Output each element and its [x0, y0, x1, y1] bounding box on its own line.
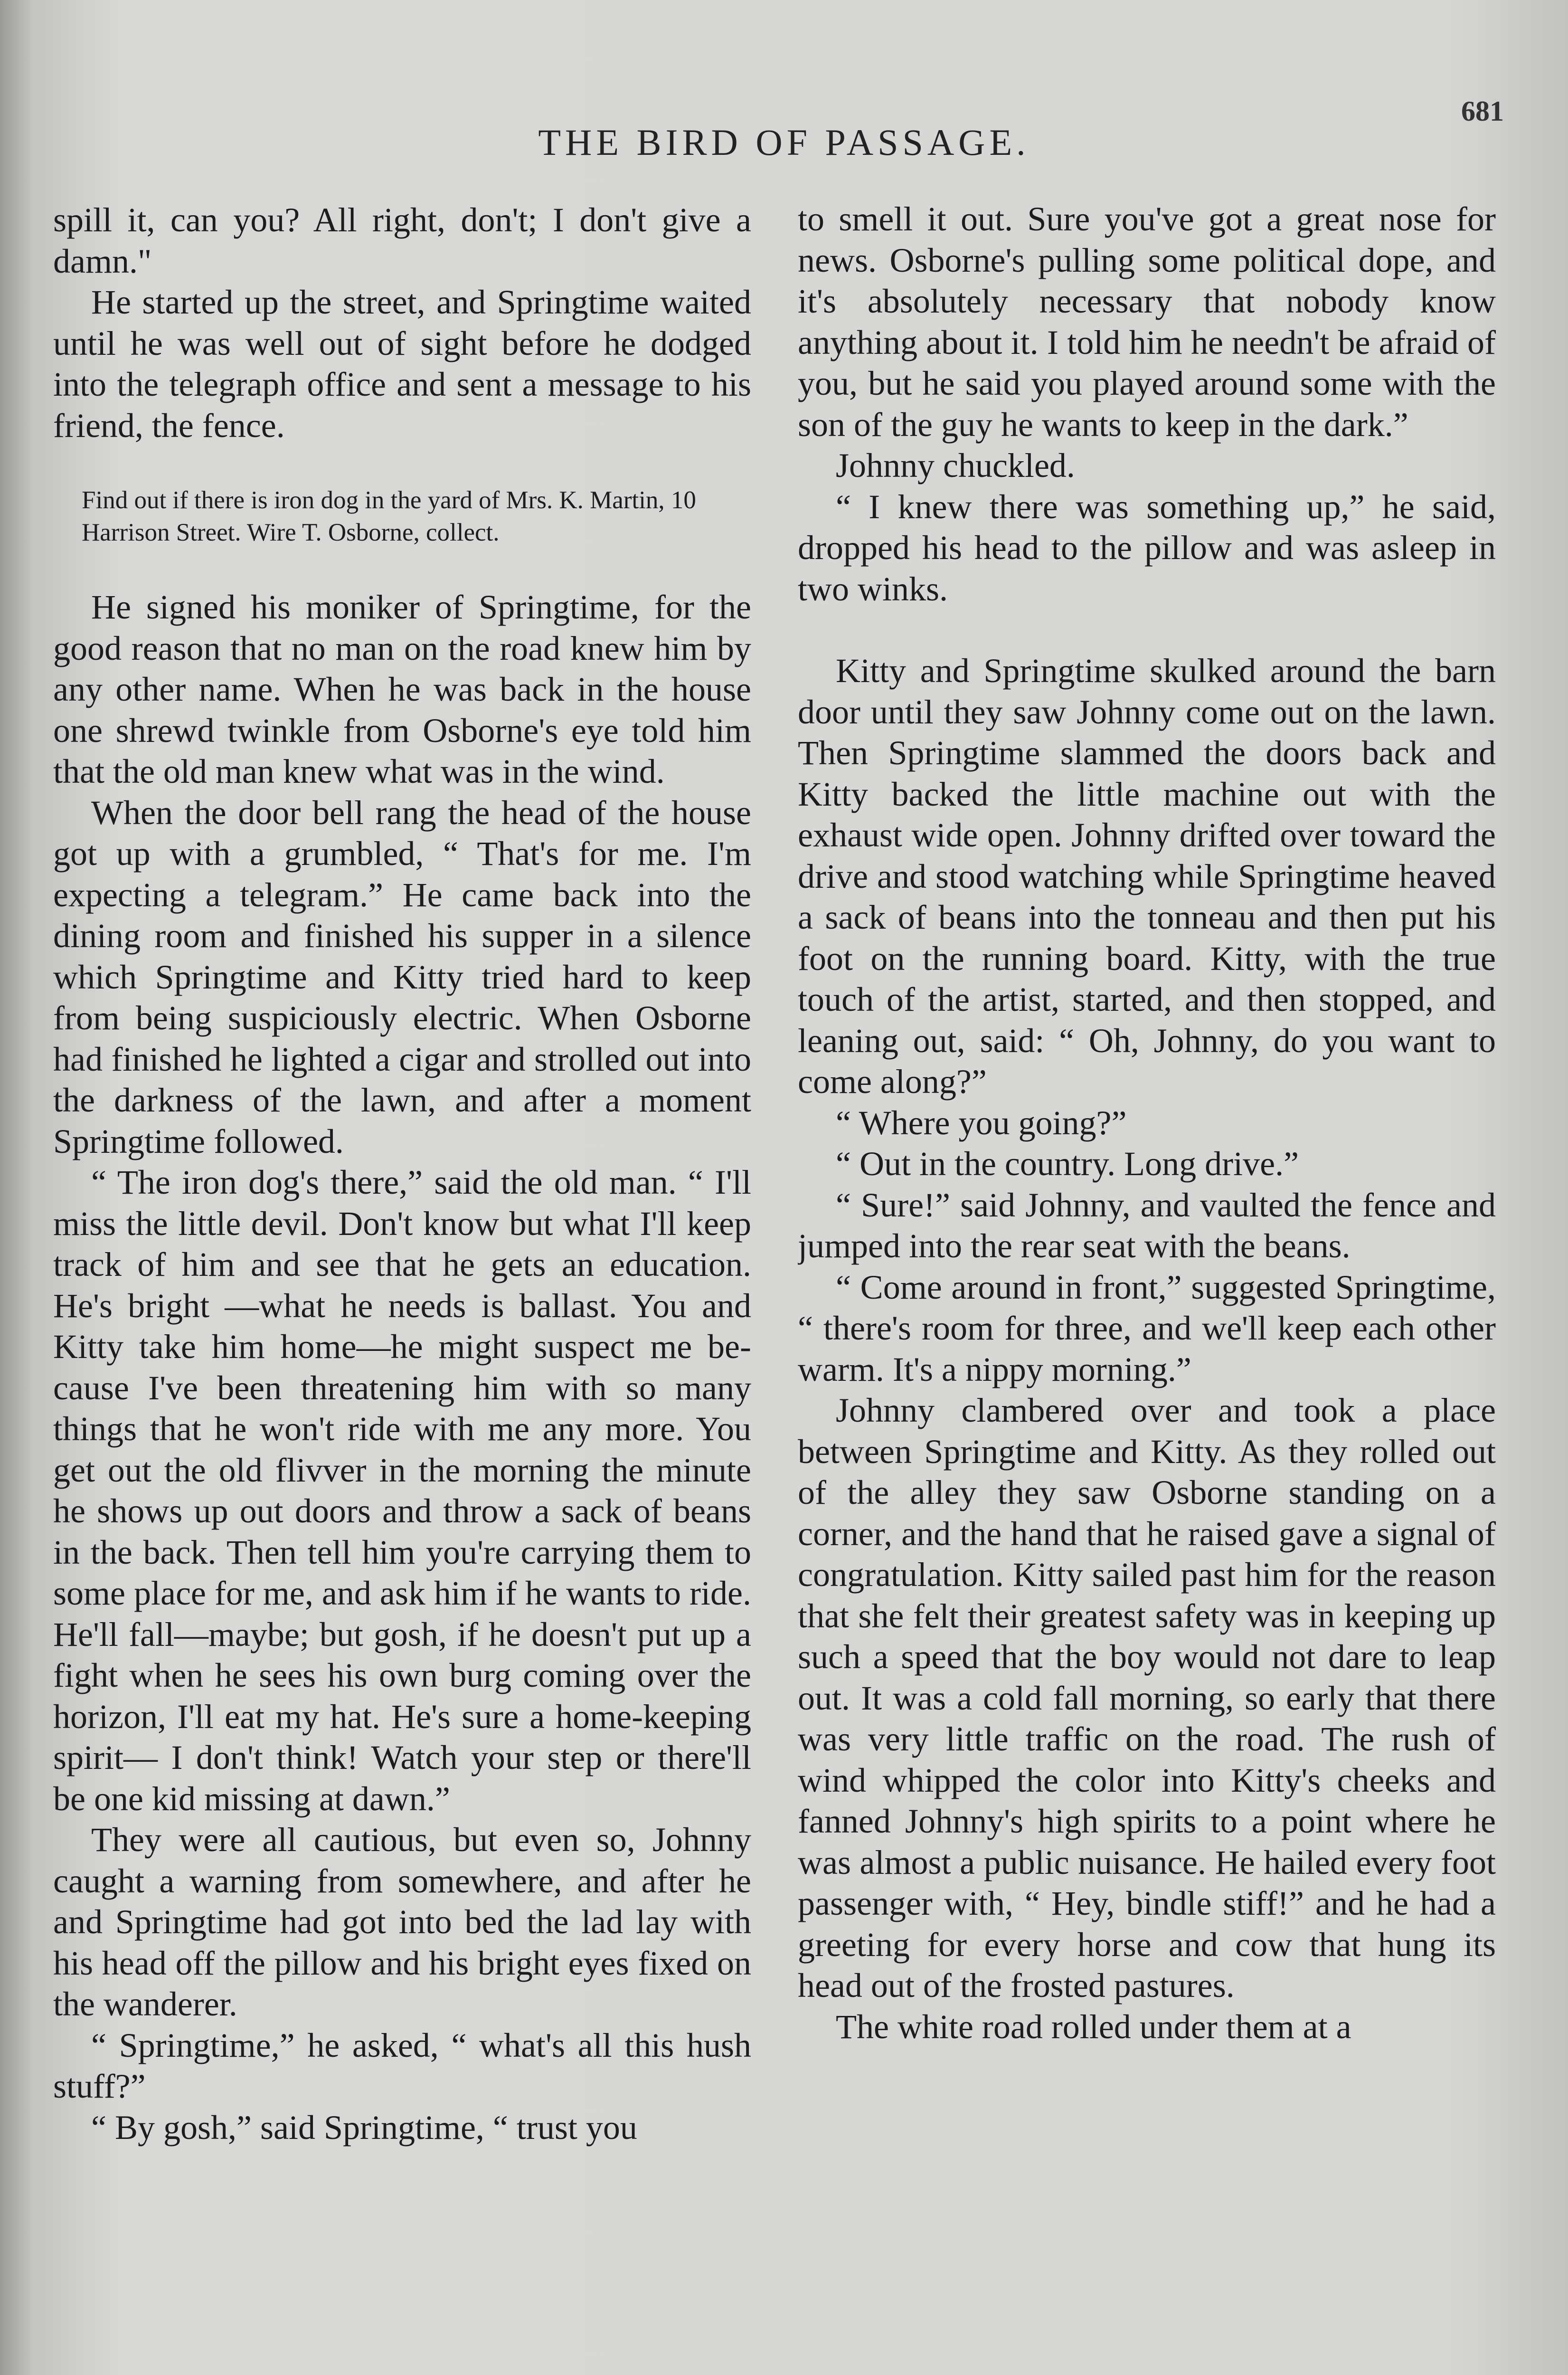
running-head: THE BIRD OF PASSAGE. — [538, 122, 1030, 163]
paragraph: When the door bell rang the head of the house got up with a grumbled, “ That's for me. I'm expecting a telegram.” He came back into the dining room and finished his supper in a silence which Springtime and Kitty tried hard to keep from being suspiciously electric. When Osborne had finished he lighted a cigar and strolled out into the darkness of the lawn, and after a moment Springtime followed. — [53, 793, 751, 1160]
paragraph: Kitty and Springtime skulked around the barn door until they saw Johnny come out on the lawn. Then Springtime slammed the doors back and Kitty backed the little machine out with the exhaust wide open. Johnny drifted over toward the drive and stood watching while Springtime heaved a sack of beans into the tonneau and then put his foot on the running board. Kitty, with the true touch of the artist, started, and then stopped, and leaning out, said: “ Oh, Johnny, do you want to come along?” — [798, 652, 1496, 1101]
paragraph: “ Sure!” said Johnny, and vaulted the fence and jumped into the rear seat with the beans. — [798, 1186, 1496, 1265]
paragraph: “ Where you going?” — [836, 1103, 1127, 1142]
telegram-text: Find out if there is iron dog in the yard of Mrs. K. Martin, 10 Harrison Street. Wire T. Osborne, collect. — [82, 486, 696, 546]
page-number: 681 — [1461, 95, 1504, 127]
paragraph: “ Come around in front,” suggested Springtime, “ there's room for three, and we'll keep each other warm. It's a nippy morning.” — [798, 1268, 1496, 1388]
paragraph: Johnny clambered over and took a place between Springtime and Kitty. As they rolled out of the alley they saw Osborne standing on a corner, and the hand that he raised gave a signal of congratulation. Kitty sailed past him for the reason that she felt their greatest safety was in keeping up such a speed that the boy would not dare to leap out. It was a cold fall morning, so early that there was very little traffic on the road. The rush of wind whipped the color into Kitty's cheeks and fanned Johnny's high spirits to a point where he was almost a public nuisance. He hailed every foot passenger with, “ Hey, bindle stiff!” and he had a greeting for every horse and cow that hung its head out of the frosted pastures. — [798, 1391, 1496, 2004]
paragraph: Johnny chuckled. — [836, 446, 1075, 484]
paragraph: “ Out in the country. Long drive.” — [836, 1145, 1299, 1183]
paragraph: The white road rolled under them at a — [836, 2007, 1351, 2046]
paragraph: “ I knew there was something up,” he said, dropped his head to the pillow and was asleep in two winks. — [798, 487, 1496, 608]
paragraph: He signed his moniker of Springtime, for the good reason that no man on the road knew him by any other name. When he was back in the house one shrewd twinkle from Osborne's eye told him that the old man knew what was in the wind. — [53, 588, 751, 790]
right-column — [798, 199, 1496, 2346]
paragraph: He started up the street, and Springtime waited until he was well out of sight before he dodged into the telegraph office and sent a message to his friend, the fence. — [53, 283, 751, 445]
paragraph: “ Springtime,” he asked, “ what's all this hush stuff?” — [53, 2026, 751, 2105]
paragraph: spill it, can you? All right, don't; I don't give a damn." — [53, 201, 751, 280]
paragraph: to smell it out. Sure you've got a great nose for news. Osborne's pulling some political dope, and it's absolutely necessary that nobody know anything about it. I told him he needn't be afraid of you, but he said you played around some with the son of the guy he wants to keep in the dark.” — [798, 200, 1496, 444]
paragraph: “ By gosh,” said Springtime, “ trust you — [91, 2108, 637, 2147]
paragraph: “ The iron dog's there,” said the old man. “ I'll miss the little devil. Don't know but what I'll keep track of him and see that he gets an education. He's bright —what he needs is ballast. You and Kitty take him home—he might suspect me because I've been threatening him with so many things that he won't ride with me any more. You get out the old flivver in the morning the minute he shows up out doors and throw a sack of beans in the back. Then tell him you're carrying them to some place for me, and ask him if he wants to ride. He'll fall—maybe; but gosh, if he doesn't put up a fight when he sees his own burg coming over the horizon, I'll eat my hat. He's sure a home-keeping spirit— I don't think! Watch your step or there'll be one kid missing at dawn.” — [53, 1163, 751, 1818]
paragraph: They were all cautious, but even so, Johnny caught a warning from somewhere, and after he and Springtime had got into bed the lad lay with his head off the pillow and his bright eyes fixed on the wanderer. — [53, 1821, 751, 2023]
left-column — [53, 200, 751, 2346]
telegram-message — [53, 484, 751, 549]
